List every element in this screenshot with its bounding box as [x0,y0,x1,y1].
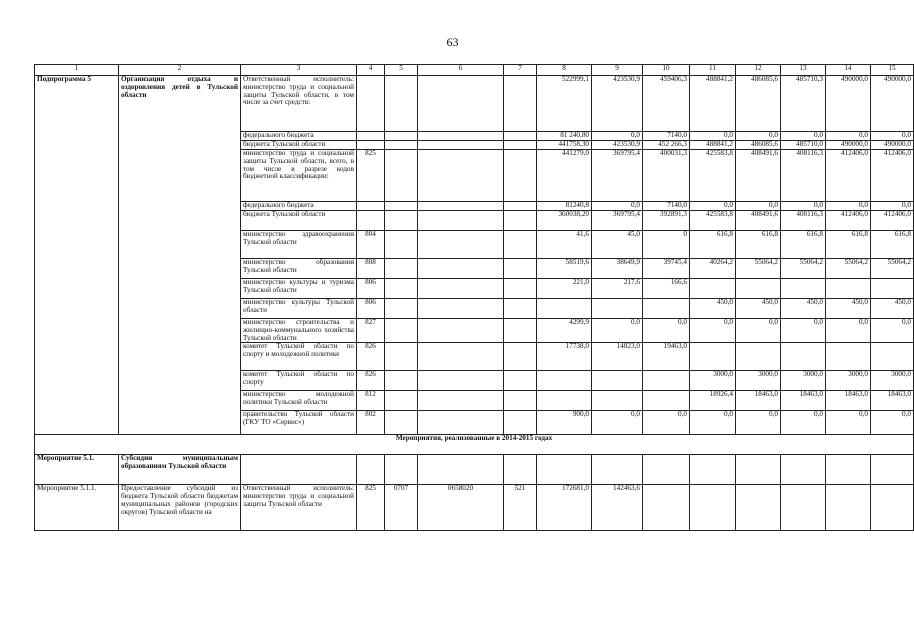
value-cell: 408116,3 [781,211,826,231]
section-code-cell [385,391,418,411]
executor-cell: министерство культуры Тульской области [241,299,357,319]
section-code-cell [385,76,418,132]
section-title: Мероприятия, реализованные в 2014-2015 годах [35,435,914,455]
value-cell: 450,0 [826,299,871,319]
value-cell: 55064,2 [781,259,826,279]
value-cell [826,485,871,531]
value-cell: 425583,8 [690,150,736,202]
value-cell [643,391,690,411]
executor-cell: Ответственный исполнитель: министерство труда и социальной защиты Тульской области, в том числе за счет средств: [241,76,357,132]
section-code-cell [385,132,418,141]
value-cell: 412406,0 [871,150,914,202]
code-cell: 826 [357,371,385,391]
value-cell: 616,8 [736,231,781,259]
target-code-cell [418,319,504,343]
column-header: 11 [690,65,736,76]
target-code-cell [418,371,504,391]
section-code-cell [385,319,418,343]
section-code-cell [385,411,418,435]
value-cell [537,299,592,319]
value-cell: 0,0 [690,202,736,211]
value-cell [643,371,690,391]
target-code-cell [418,132,504,141]
value-cell: 423530,9 [592,76,643,132]
value-cell: 18463,0 [871,391,914,411]
column-header: 8 [537,65,592,76]
value-cell: 4299,9 [537,319,592,343]
executor-cell: министерство культуры и туризма Тульской области [241,279,357,299]
target-code-cell [418,76,504,132]
value-cell: 616,8 [781,231,826,259]
section-code-cell [385,202,418,211]
subprogram-name: Организация отдыха и оздоровления детей в Тульской области [119,76,241,435]
value-cell: 3000,0 [690,371,736,391]
value-cell: 0,0 [826,202,871,211]
value-cell [781,455,826,485]
page-number: 63 [446,35,459,49]
value-cell: 142463,6 [592,485,643,531]
code-cell [357,132,385,141]
value-cell: 0,0 [592,202,643,211]
value-cell [736,485,781,531]
expense-code-cell [504,299,537,319]
code-cell [357,211,385,231]
value-cell [690,343,736,371]
value-cell: 41,6 [537,231,592,259]
value-cell: 0,0 [871,132,914,141]
value-cell: 485710,3 [781,76,826,132]
value-cell: 485710,0 [781,141,826,150]
value-cell: 0,0 [781,132,826,141]
value-cell: 450,0 [871,299,914,319]
value-cell: 7140,0 [643,202,690,211]
value-cell: 39745,4 [643,259,690,279]
value-cell: 369795,4 [592,211,643,231]
value-cell: 55064,2 [736,259,781,279]
executor-cell: федерального бюджета [241,202,357,211]
value-cell: 40264,2 [690,259,736,279]
value-cell: 38649,9 [592,259,643,279]
value-cell: 0,0 [826,132,871,141]
value-cell: 55064,2 [871,259,914,279]
value-cell [781,279,826,299]
value-cell [871,455,914,485]
target-code-cell [418,411,504,435]
value-cell: 172681,0 [537,485,592,531]
expense-code-cell [504,76,537,132]
value-cell [736,343,781,371]
value-cell: 0,0 [643,411,690,435]
value-cell: 0,0 [871,411,914,435]
value-cell: 616,8 [871,231,914,259]
target-code-cell [418,211,504,231]
target-code-cell [418,231,504,259]
code-cell: 808 [357,259,385,279]
value-cell: 450,0 [690,299,736,319]
value-cell: 900,0 [537,411,592,435]
expense-code-cell [504,211,537,231]
value-cell: 0,0 [781,319,826,343]
expense-code-cell [504,150,537,202]
header-row [35,65,914,76]
value-cell [871,485,914,531]
section-code-cell [385,231,418,259]
value-cell: 0,0 [690,411,736,435]
value-cell: 0 [643,231,690,259]
value-cell [781,343,826,371]
measure-row [35,485,914,531]
column-header: 9 [592,65,643,76]
target-code-cell [418,259,504,279]
value-cell: 0,0 [871,202,914,211]
expense-code-cell [504,202,537,211]
code-cell: 825 [357,150,385,202]
code-cell: 802 [357,411,385,435]
code-cell: 826 [357,343,385,371]
section-row [35,435,914,455]
code-cell: 825 [357,485,385,531]
value-cell [736,279,781,299]
value-cell: 45,0 [592,231,643,259]
value-cell: 486085,6 [736,141,781,150]
value-cell [826,455,871,485]
value-cell: 0,0 [871,319,914,343]
expense-code-cell [504,231,537,259]
value-cell: 0,0 [592,319,643,343]
value-cell: 0,0 [736,411,781,435]
executor-cell: комитет Тульской области по спорту [241,371,357,391]
measure-code: Мероприятие 5.1. [35,455,119,485]
value-cell: 0,0 [826,319,871,343]
target-code-cell [418,202,504,211]
code-cell: 804 [357,231,385,259]
code-cell: 812 [357,391,385,411]
section-code-cell [385,455,418,485]
value-cell: 408491,6 [736,211,781,231]
value-cell: 221,0 [537,279,592,299]
value-cell: 616,8 [826,231,871,259]
value-cell: 3000,0 [736,371,781,391]
value-cell: 369795,4 [592,150,643,202]
section-code-cell [385,150,418,202]
value-cell: 14823,0 [592,343,643,371]
value-cell: 81240,8 [537,202,592,211]
value-cell: 441279,0 [537,150,592,202]
value-cell [690,485,736,531]
value-cell [592,455,643,485]
executor-cell: министерство здравоохранения Тульской области [241,231,357,259]
value-cell: 166,6 [643,279,690,299]
measure-name: Предоставление субсидий из бюджета Тульской области бюджетам муниципальных районов (городских округов) Тульской области на [119,485,241,531]
target-code-cell: 0658020 [418,485,504,531]
value-cell: 616,8 [690,231,736,259]
value-cell: 392891,3 [643,211,690,231]
executor-cell: федерального бюджета [241,132,357,141]
code-cell [357,455,385,485]
section-code-cell [385,371,418,391]
measure-name: Субсидии муниципальным образованиям Тульской области [119,455,241,485]
expense-code-cell: 521 [504,485,537,531]
value-cell [643,455,690,485]
value-cell: 412406,0 [871,211,914,231]
value-cell: 400031,3 [643,150,690,202]
value-cell: 425583,8 [690,211,736,231]
code-cell: 827 [357,319,385,343]
column-header: 7 [504,65,537,76]
value-cell: 0,0 [592,132,643,141]
section-code-cell: 0707 [385,485,418,531]
value-cell: 0,0 [826,411,871,435]
value-cell [537,371,592,391]
value-cell: 217,6 [592,279,643,299]
code-cell [357,202,385,211]
executor-cell: бюджета Тульской области [241,211,357,231]
value-cell: 0,0 [736,202,781,211]
value-cell: 490000,0 [871,76,914,132]
subprogram-code: Подпрограмма 5 [35,76,119,435]
target-code-cell [418,141,504,150]
value-cell: 412406,0 [826,150,871,202]
executor-cell: министерство строительства и жилищно-коммунального хозяйства Тульской области [241,319,357,343]
column-header: 14 [826,65,871,76]
value-cell: 459406,3 [643,76,690,132]
value-cell: 0,0 [690,132,736,141]
expense-code-cell [504,279,537,299]
value-cell: 0,0 [690,319,736,343]
value-cell [592,391,643,411]
value-cell: 18463,0 [736,391,781,411]
executor-cell: министерство образования Тульской области [241,259,357,279]
value-cell: 7140,0 [643,132,690,141]
expense-code-cell [504,259,537,279]
value-cell: 486085,6 [736,76,781,132]
value-cell: 17738,0 [537,343,592,371]
value-cell: 490000,0 [871,141,914,150]
measure-code: Мероприятие 5.1.1. [35,485,119,531]
section-code-cell [385,299,418,319]
expense-code-cell [504,371,537,391]
value-cell [643,485,690,531]
column-header: 2 [119,65,241,76]
target-code-cell [418,343,504,371]
value-cell: 488841,2 [690,76,736,132]
value-cell [690,455,736,485]
column-header: 5 [385,65,418,76]
value-cell: 3000,0 [826,371,871,391]
code-cell [357,76,385,132]
code-cell: 806 [357,279,385,299]
section-code-cell [385,279,418,299]
value-cell: 18926,4 [690,391,736,411]
column-header: 12 [736,65,781,76]
section-code-cell [385,211,418,231]
column-header: 15 [871,65,914,76]
executor-cell: правительство Тульской области (ГКУ ТО «Сервис») [241,411,357,435]
value-cell: 452 266,3 [643,141,690,150]
executor-cell [241,455,357,485]
table-row [35,76,914,132]
value-cell: 0,0 [592,411,643,435]
value-cell [592,371,643,391]
value-cell: 19463,0 [643,343,690,371]
value-cell: 3000,0 [871,371,914,391]
executor-cell: министерство труда и социальной защиты Тульской области, всего, в том числе в разрезе кодов бюджетной классификации: [241,150,357,202]
value-cell [690,279,736,299]
value-cell: 81 240,80 [537,132,592,141]
executor-cell: бюджета Тульской области [241,141,357,150]
value-cell [826,343,871,371]
expense-code-cell [504,141,537,150]
expense-code-cell [504,391,537,411]
value-cell: 3000,0 [781,371,826,391]
executor-cell: Ответственный исполнитель: министерство труда и социальной защиты Тульской области [241,485,357,531]
value-cell: 0,0 [781,411,826,435]
value-cell: 488841,2 [690,141,736,150]
value-cell: 412406,0 [826,211,871,231]
expense-code-cell [504,455,537,485]
value-cell: 441758,30 [537,141,592,150]
column-header: 3 [241,65,357,76]
section-code-cell [385,259,418,279]
value-cell [826,279,871,299]
expense-code-cell [504,343,537,371]
value-cell [781,485,826,531]
column-header: 6 [418,65,504,76]
value-cell: 408491,6 [736,150,781,202]
value-cell: 522999,1 [537,76,592,132]
expense-code-cell [504,319,537,343]
value-cell [537,455,592,485]
value-cell [871,279,914,299]
value-cell: 423530,9 [592,141,643,150]
column-header: 1 [35,65,119,76]
value-cell: 18463,0 [826,391,871,411]
value-cell [871,343,914,371]
measure-row [35,455,914,485]
value-cell [537,391,592,411]
column-header: 4 [357,65,385,76]
value-cell [592,299,643,319]
value-cell: 0,0 [643,319,690,343]
value-cell: 408116,3 [781,150,826,202]
value-cell: 490000,0 [826,141,871,150]
target-code-cell [418,279,504,299]
target-code-cell [418,150,504,202]
value-cell: 0,0 [736,132,781,141]
value-cell [736,455,781,485]
target-code-cell [418,455,504,485]
value-cell: 450,0 [781,299,826,319]
target-code-cell [418,391,504,411]
code-cell: 806 [357,299,385,319]
expense-code-cell [504,132,537,141]
section-code-cell [385,141,418,150]
value-cell: 450,0 [736,299,781,319]
value-cell: 0,0 [736,319,781,343]
target-code-cell [418,299,504,319]
value-cell: 360038,20 [537,211,592,231]
value-cell [643,299,690,319]
value-cell: 18463,0 [781,391,826,411]
value-cell: 490000,0 [826,76,871,132]
section-code-cell [385,343,418,371]
value-cell: 0,0 [781,202,826,211]
executor-cell: министерство молодежной политики Тульской области [241,391,357,411]
value-cell: 58519,6 [537,259,592,279]
value-cell: 55064,2 [826,259,871,279]
expense-code-cell [504,411,537,435]
budget-table [34,64,914,531]
column-header: 10 [643,65,690,76]
column-header: 13 [781,65,826,76]
executor-cell: комитет Тульской области по спорту и молодежной политике [241,343,357,371]
